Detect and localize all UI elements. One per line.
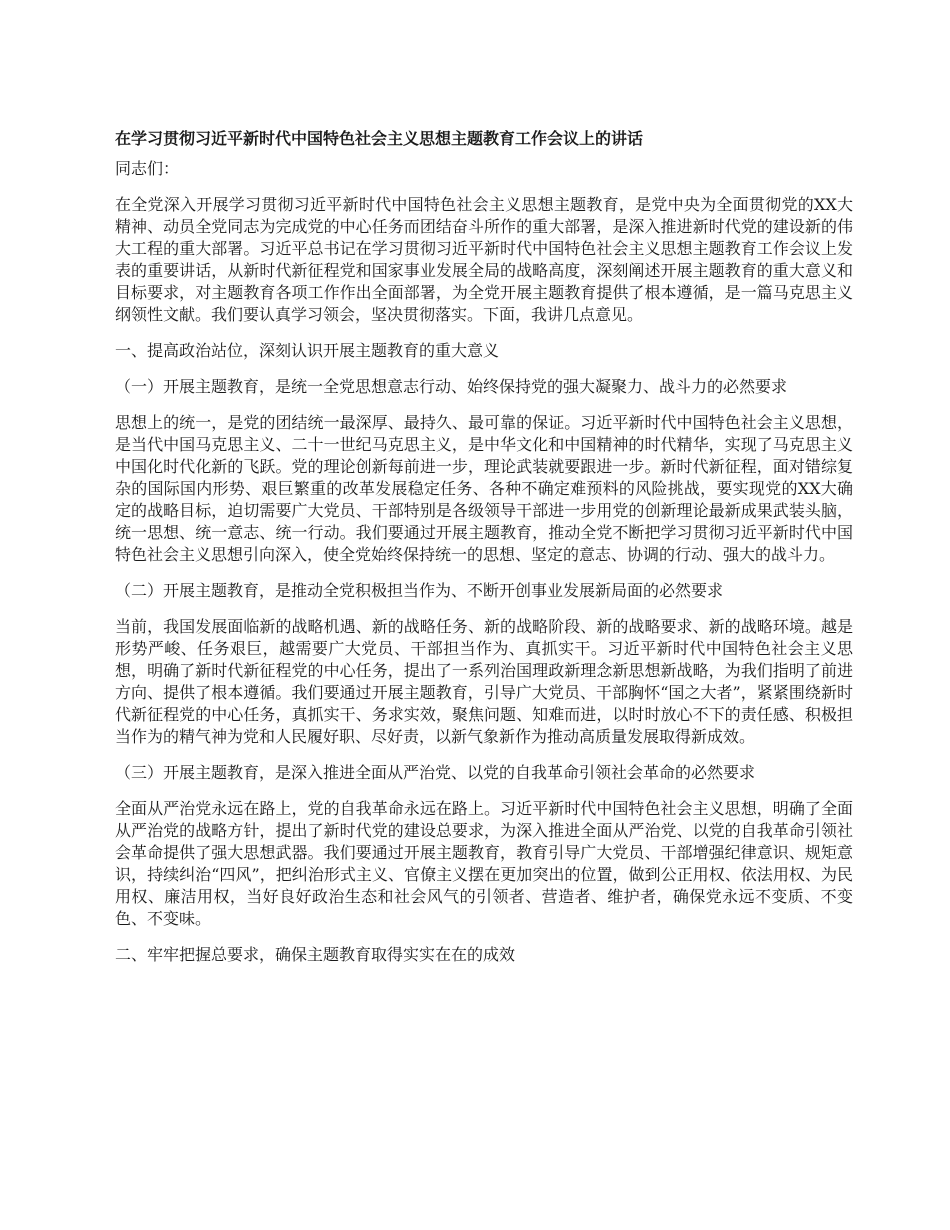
subsection-2-heading: （二）开展主题教育，是推动全党积极担当作为、不断开创事业发展新局面的必然要求 <box>115 581 724 600</box>
section-1-heading: 一、提高政治站位，深刻认识开展主题教育的重大意义 <box>115 341 500 360</box>
section-2-heading: 二、牢牢把握总要求，确保主题教育取得实实在在的成效 <box>115 945 516 964</box>
greeting: 同志们： <box>115 159 180 178</box>
subsection-1-body: 思想上的统一，是党的团结统一最深厚、最持久、最可靠的保证。习近平新时代中国特色社会主义思想，是当代中国马克思主义、二十一世纪马克思主义，是中华文化和中国精神的时代精华，实现了马克思主义中国化时代化新的飞跃。党的理论创新每前进一步，理论武装就要跟进一步。新时代新征程，面对错综复杂的国际国内形势、艰巨繁重的改革发展稳定任务、各种不确定难预料的风险挑战，要实现党的XX大确定的战略目标，迫切需要广大党员、干部特别是各级领导干部进一步用党的创新理论最新成果武装头脑，统一思想、统一意志、统一行动。我们要通过开展主题教育，推动全党不断把学习贯彻习近平新时代中国特色社会主义思想引向深入，使全党始终保持统一的思想、坚定的意志、协调的行动、强大的战斗力。 <box>115 413 853 564</box>
subsection-2-body: 当前，我国发展面临新的战略机遇、新的战略任务、新的战略阶段、新的战略要求、新的战略环境。越是形势严峻、任务艰巨，越需要广大党员、干部担当作为、真抓实干。习近平新时代中国特色社会主义思想，明确了新时代新征程党的中心任务，提出了一系列治国理政新理念新思想新战略，为我们指明了前进方向、提供了根本遵循。我们要通过开展主题教育，引导广大党员、干部胸怀“国之大者”，紧紧围绕新时代新征程党的中心任务，真抓实干、务求实效，聚焦问题、知难而进，以时时放心不下的责任感、积极担当作为的精气神为党和人民履好职、尽好责，以新气象新作为推动高质量发展取得新成效。 <box>115 617 853 746</box>
subsection-3-body: 全面从严治党永远在路上，党的自我革命永远在路上。习近平新时代中国特色社会主义思想，明确了全面从严治党的战略方针，提出了新时代党的建设总要求，为深入推进全面从严治党、以党的自我革命引领社会革命提供了强大思想武器。我们要通过开展主题教育，教育引导广大党员、干部增强纪律意识、规矩意识，持续纠治“四风”，把纠治形式主义、官僚主义摆在更加突出的位置，做到公正用权、依法用权、为民用权、廉洁用权，当好良好政治生态和社会风气的引领者、营造者、维护者，确保党永远不变质、不变色、不变味。 <box>115 799 853 928</box>
subsection-3-heading: （三）开展主题教育，是深入推进全面从严治党、以党的自我革命引领社会革命的必然要求 <box>115 763 756 782</box>
document-title: 在学习贯彻习近平新时代中国特色社会主义思想主题教育工作会议上的讲话 <box>115 129 644 148</box>
document-page <box>115 118 853 980</box>
intro-paragraph: 在全党深入开展学习贯彻习近平新时代中国特色社会主义思想主题教育，是党中央为全面贯彻党的XX大精神、动员全党同志为完成党的中心任务而团结奋斗所作的重大部署，是深入推进新时代党的建设新的伟大工程的重大部署。习近平总书记在学习贯彻习近平新时代中国特色社会主义思想主题教育工作会议上发表的重要讲话，从新时代新征程党和国家事业发展全局的战略高度，深刻阐述开展主题教育的重大意义和目标要求，对主题教育各项工作作出全面部署，为全党开展主题教育提供了根本遵循，是一篇马克思主义纲领性文献。我们要认真学习领会，坚决贯彻落实。下面，我讲几点意见。 <box>115 195 853 324</box>
subsection-1-heading: （一）开展主题教育，是统一全党思想意志行动、始终保持党的强大凝聚力、战斗力的必然要求 <box>115 377 788 396</box>
